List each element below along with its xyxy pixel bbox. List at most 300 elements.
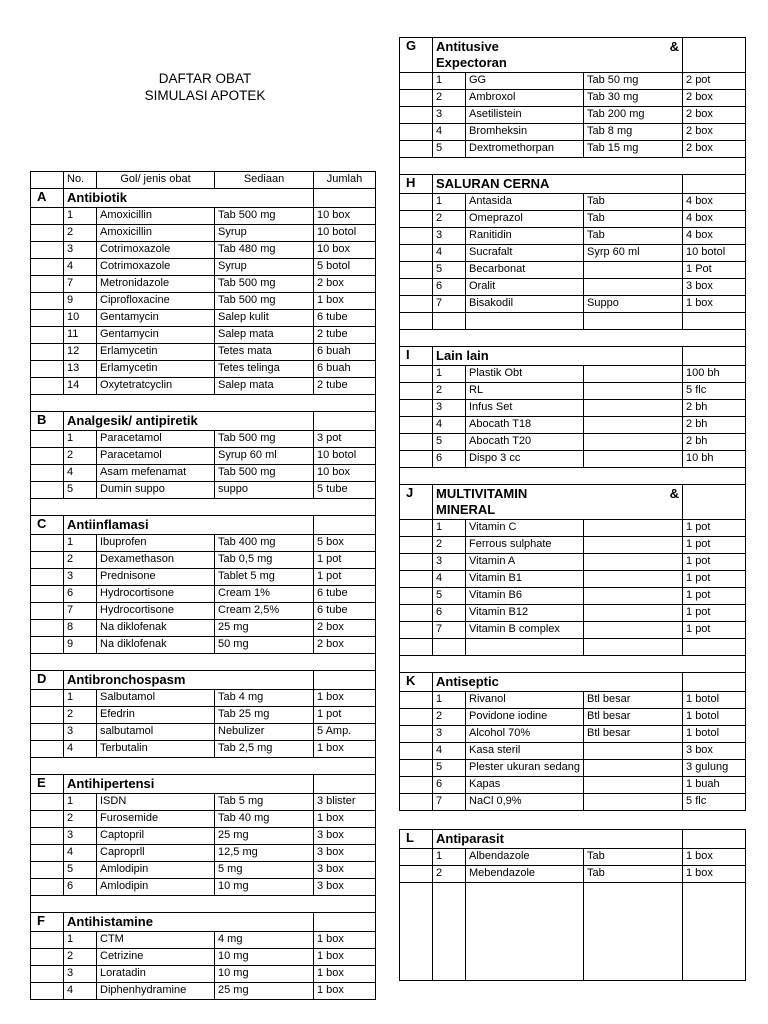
table-row (31, 879, 376, 896)
row-number: 9 (64, 293, 97, 310)
row-number: 2 (433, 383, 466, 400)
drug-name: Amoxicillin (97, 225, 215, 242)
drug-quantity: 10 botol (683, 245, 746, 262)
row-number: 5 (433, 588, 466, 605)
drug-name: Ibuprofen (97, 535, 215, 552)
drug-quantity: 2 bh (683, 400, 746, 417)
letter-column-cell (31, 690, 64, 707)
drug-quantity: 5 botol (314, 259, 376, 276)
letter-column-cell (31, 932, 64, 949)
spacer-cell (400, 656, 746, 673)
drug-quantity: 2 pot (683, 73, 746, 90)
row-number: 7 (433, 794, 466, 811)
table-row (400, 383, 746, 400)
table-row (400, 743, 746, 760)
category-header-row (31, 913, 376, 932)
table-row (400, 451, 746, 468)
drug-dosage-form (584, 588, 683, 605)
letter-column-cell (31, 276, 64, 293)
drug-dosage-form: Tab (584, 211, 683, 228)
row-number: 2 (433, 537, 466, 554)
empty-cell (314, 913, 376, 932)
drug-quantity: 1 box (314, 966, 376, 983)
category-header-row (400, 38, 746, 73)
letter-column-cell (400, 537, 433, 554)
category-header-row (31, 671, 376, 690)
drug-quantity: 6 tube (314, 310, 376, 327)
spacer-cell (31, 499, 376, 516)
drug-dosage-form: Tablet 5 mg (215, 569, 314, 586)
category-name: Antibronchospasm (64, 671, 314, 690)
drug-name: Vitamin B12 (466, 605, 584, 622)
drug-quantity: 10 box (314, 208, 376, 225)
drug-name: Infus Set (466, 400, 584, 417)
drug-name: Amoxicillin (97, 208, 215, 225)
drug-quantity: 100 bh (683, 366, 746, 383)
table-row (31, 724, 376, 741)
drug-quantity: 10 botol (314, 448, 376, 465)
letter-column-cell (400, 726, 433, 743)
row-number: 2 (433, 90, 466, 107)
row-number: 4 (64, 259, 97, 276)
category-name: SALURAN CERNA (433, 175, 683, 194)
row-number: 1 (64, 690, 97, 707)
drug-dosage-form: Tab 5 mg (215, 794, 314, 811)
drug-quantity: 3 box (314, 828, 376, 845)
drug-quantity: 1 botol (683, 726, 746, 743)
row-number: 2 (433, 866, 466, 883)
row-number: 4 (433, 245, 466, 262)
table-row (400, 366, 746, 383)
drug-name: Alcohol 70% (466, 726, 584, 743)
empty-cell (683, 485, 746, 520)
table-row (400, 245, 746, 262)
row-number: 1 (433, 849, 466, 866)
title-line-1: DAFTAR OBAT (158, 71, 252, 86)
drug-dosage-form: Suppo (584, 296, 683, 313)
table-row (400, 777, 746, 794)
drug-dosage-form: Nebulizer (215, 724, 314, 741)
table-row (400, 228, 746, 245)
spacer-cell (31, 654, 376, 671)
row-number: 4 (64, 983, 97, 1000)
drug-dosage-form: 25 mg (215, 828, 314, 845)
row-number: 3 (433, 107, 466, 124)
spacer-row (31, 654, 376, 671)
letter-column-cell (400, 245, 433, 262)
drug-dosage-form: 50 mg (215, 637, 314, 654)
row-number: 7 (64, 276, 97, 293)
letter-column-cell (400, 605, 433, 622)
drug-name: Oxytetratcyclin (97, 378, 215, 395)
drug-quantity: 1 box (314, 983, 376, 1000)
category-letter: A (31, 189, 64, 208)
drug-name: Omeprazol (466, 211, 584, 228)
row-number: 4 (433, 417, 466, 434)
spacer-row (31, 499, 376, 516)
drug-name: Dexamethason (97, 552, 215, 569)
drug-quantity: 10 box (314, 242, 376, 259)
drug-name (466, 639, 584, 656)
drug-name: Kapas (466, 777, 584, 794)
table-row (400, 726, 746, 743)
letter-column-cell (400, 520, 433, 537)
spacer-cell (400, 158, 746, 175)
letter-column-cell (31, 707, 64, 724)
drug-quantity: 1 box (683, 849, 746, 866)
drug-quantity: 3 box (314, 879, 376, 896)
drug-dosage-form (584, 760, 683, 777)
spacer-row (400, 468, 746, 485)
column-header-row (31, 172, 376, 189)
category-header-row (31, 775, 376, 794)
drug-dosage-form: Tab (584, 194, 683, 211)
table-row (31, 465, 376, 482)
row-number: 5 (433, 434, 466, 451)
table-row (400, 520, 746, 537)
letter-column-cell (31, 552, 64, 569)
table-row (31, 448, 376, 465)
table-row (400, 417, 746, 434)
drug-quantity: 2 box (683, 107, 746, 124)
letter-column-cell (31, 310, 64, 327)
drug-dosage-form: 4 mg (215, 932, 314, 949)
drug-dosage-form: Tab 500 mg (215, 208, 314, 225)
drug-quantity: 1 box (314, 932, 376, 949)
drug-name: NaCl 0,9% (466, 794, 584, 811)
letter-column-cell (400, 141, 433, 158)
table-row (31, 983, 376, 1000)
drug-dosage-form: Tab 8 mg (584, 124, 683, 141)
category-name: Antihistamine (64, 913, 314, 932)
drug-quantity: 2 bh (683, 434, 746, 451)
drug-quantity: 3 box (314, 862, 376, 879)
drug-dosage-form: Btl besar (584, 709, 683, 726)
drug-dosage-form (584, 279, 683, 296)
drug-dosage-form: Syrup (215, 259, 314, 276)
drug-quantity: 1 box (683, 866, 746, 883)
drug-quantity: 5 tube (314, 482, 376, 499)
letter-column-cell (31, 465, 64, 482)
letter-column-cell (400, 571, 433, 588)
drug-name: Diphenhydramine (97, 983, 215, 1000)
drug-dosage-form: Tab 400 mg (215, 535, 314, 552)
table-row (31, 741, 376, 758)
row-number: 1 (433, 366, 466, 383)
letter-column-cell (31, 724, 64, 741)
row-number: 6 (433, 777, 466, 794)
letter-column-cell (31, 344, 64, 361)
row-number: 4 (64, 465, 97, 482)
drug-name: Vitamin A (466, 554, 584, 571)
category-header-row (400, 673, 746, 692)
table-row (400, 262, 746, 279)
drug-quantity: 3 blister (314, 794, 376, 811)
drug-dosage-form: 5 mg (215, 862, 314, 879)
table-row (400, 537, 746, 554)
drug-dosage-form (584, 366, 683, 383)
row-number: 13 (64, 361, 97, 378)
drug-dosage-form (584, 520, 683, 537)
drug-quantity: 1 pot (683, 520, 746, 537)
table-row (31, 620, 376, 637)
letter-column-cell (400, 743, 433, 760)
letter-column-cell (400, 434, 433, 451)
drug-dosage-form: suppo (215, 482, 314, 499)
letter-column-cell (31, 327, 64, 344)
row-number: 1 (433, 520, 466, 537)
letter-column-cell (31, 966, 64, 983)
category-name-part: Expectoran (436, 55, 507, 70)
empty-cell (314, 516, 376, 535)
spacer-row (400, 330, 746, 347)
drug-quantity: 1 box (314, 811, 376, 828)
drug-quantity: 2 tube (314, 327, 376, 344)
drug-dosage-form: 25 mg (215, 983, 314, 1000)
category-name-part: MULTIVITAMIN (436, 486, 528, 501)
drug-name: Kasa steril (466, 743, 584, 760)
row-number: 3 (64, 828, 97, 845)
table-row (400, 194, 746, 211)
row-number: 3 (64, 724, 97, 741)
drug-name: Na diklofenak (97, 637, 215, 654)
drug-name: Metronidazole (97, 276, 215, 293)
table-row (400, 760, 746, 777)
letter-column-cell (31, 482, 64, 499)
category-header-row (31, 189, 376, 208)
letter-column-cell (31, 361, 64, 378)
table-row (400, 313, 746, 330)
drug-name: Becarbonat (466, 262, 584, 279)
table-row (31, 293, 376, 310)
row-number: 4 (64, 741, 97, 758)
drug-quantity: 5 flc (683, 794, 746, 811)
drug-quantity: 1 buah (683, 777, 746, 794)
drug-dosage-form (584, 605, 683, 622)
drug-name: Antasida (466, 194, 584, 211)
drug-name: Ambroxol (466, 90, 584, 107)
drug-name: Na diklofenak (97, 620, 215, 637)
table-row (31, 690, 376, 707)
drug-name: Ferrous sulphate (466, 537, 584, 554)
drug-dosage-form: Tab 2,5 mg (215, 741, 314, 758)
category-letter: D (31, 671, 64, 690)
drug-quantity: 1 pot (683, 554, 746, 571)
empty-cell (314, 189, 376, 208)
row-number: 5 (64, 482, 97, 499)
letter-column-cell (400, 639, 433, 656)
category-letter: J (400, 485, 433, 520)
drug-quantity: 3 gulung (683, 760, 746, 777)
drug-name: Amlodipin (97, 862, 215, 879)
blank-cell (433, 883, 466, 981)
table-row (31, 242, 376, 259)
row-number: 5 (433, 141, 466, 158)
drug-name: Sucrafalt (466, 245, 584, 262)
table-row (400, 571, 746, 588)
drug-dosage-form (584, 639, 683, 656)
spacer-row (400, 656, 746, 673)
table-row (31, 862, 376, 879)
category-letter: I (400, 347, 433, 366)
drug-dosage-form: Tab 500 mg (215, 465, 314, 482)
drug-name: Rivanol (466, 692, 584, 709)
letter-column-cell (400, 794, 433, 811)
table-row (31, 344, 376, 361)
drug-quantity: 1 Pot (683, 262, 746, 279)
drug-quantity: 1 pot (683, 571, 746, 588)
drug-dosage-form: Tab 480 mg (215, 242, 314, 259)
drug-quantity: 1 pot (683, 605, 746, 622)
row-number: 9 (64, 637, 97, 654)
drug-name: Dumin suppo (97, 482, 215, 499)
drug-name: Dextromethorpan (466, 141, 584, 158)
row-number: 6 (433, 279, 466, 296)
table-row (31, 259, 376, 276)
drug-quantity: 10 box (314, 465, 376, 482)
drug-name: Asam mefenamat (97, 465, 215, 482)
document-title (100, 70, 310, 104)
letter-column-cell (400, 90, 433, 107)
category-name: Antibiotik (64, 189, 314, 208)
row-number: 1 (433, 692, 466, 709)
drug-name: Erlamycetin (97, 344, 215, 361)
drug-table-left (30, 171, 376, 1000)
drug-quantity: 6 tube (314, 586, 376, 603)
letter-column-cell (31, 293, 64, 310)
row-number: 1 (64, 535, 97, 552)
table-row (31, 828, 376, 845)
category-letter: E (31, 775, 64, 794)
category-name (433, 38, 683, 73)
row-number: 5 (433, 760, 466, 777)
letter-column-cell (31, 569, 64, 586)
header-jumlah: Jumlah (314, 172, 376, 189)
letter-column-cell (31, 879, 64, 896)
drug-quantity: 1 pot (314, 707, 376, 724)
drug-dosage-form: Tab 40 mg (215, 811, 314, 828)
drug-dosage-form: Tetes mata (215, 344, 314, 361)
letter-column-cell (31, 242, 64, 259)
table-row (31, 586, 376, 603)
drug-quantity: 10 botol (314, 225, 376, 242)
letter-column-cell (31, 259, 64, 276)
drug-dosage-form: Salep mata (215, 378, 314, 395)
spacer-cell (31, 395, 376, 412)
letter-column-cell (31, 845, 64, 862)
drug-quantity: 1 box (683, 296, 746, 313)
table-row (31, 276, 376, 293)
drug-dosage-form (584, 743, 683, 760)
letter-column-cell (400, 709, 433, 726)
letter-column-cell (31, 862, 64, 879)
row-number: 3 (433, 726, 466, 743)
drug-name: Paracetamol (97, 431, 215, 448)
category-header-row (31, 412, 376, 431)
title-line-2: SIMULASI APOTEK (144, 88, 266, 103)
row-number: 1 (64, 794, 97, 811)
row-number: 2 (433, 709, 466, 726)
drug-name: Cetrizine (97, 949, 215, 966)
empty-cell (314, 412, 376, 431)
letter-column-cell (31, 431, 64, 448)
drug-quantity: 2 box (683, 141, 746, 158)
letter-column-cell (31, 208, 64, 225)
row-number: 6 (433, 451, 466, 468)
drug-name: Mebendazole (466, 866, 584, 883)
drug-quantity: 6 buah (314, 361, 376, 378)
drug-quantity: 1 pot (314, 552, 376, 569)
letter-column-cell (31, 448, 64, 465)
drug-dosage-form: 12,5 mg (215, 845, 314, 862)
drug-quantity: 1 box (314, 690, 376, 707)
drug-name: Gentamycin (97, 327, 215, 344)
row-number: 5 (433, 262, 466, 279)
row-number: 5 (64, 862, 97, 879)
category-header-row (400, 175, 746, 194)
row-number: 3 (64, 569, 97, 586)
table-row (400, 279, 746, 296)
letter-column-cell (400, 366, 433, 383)
row-number: 1 (64, 932, 97, 949)
letter-column-cell (31, 811, 64, 828)
letter-column-cell (400, 866, 433, 883)
table-row (31, 225, 376, 242)
drug-name: Ciprofloxacine (97, 293, 215, 310)
drug-name: Bromheksin (466, 124, 584, 141)
table-row (31, 932, 376, 949)
drug-name: Salbutamol (97, 690, 215, 707)
row-number: 4 (64, 845, 97, 862)
drug-name: Hydrocortisone (97, 603, 215, 620)
category-name: Antiinflamasi (64, 516, 314, 535)
drug-dosage-form: Cream 1% (215, 586, 314, 603)
letter-column-cell (400, 692, 433, 709)
header-no: No. (64, 172, 97, 189)
letter-column-cell (400, 228, 433, 245)
table-row (31, 966, 376, 983)
table-row (400, 639, 746, 656)
category-name (433, 485, 683, 520)
empty-cell (683, 673, 746, 692)
drug-quantity: 6 tube (314, 603, 376, 620)
drug-quantity: 3 pot (314, 431, 376, 448)
table-row (31, 707, 376, 724)
drug-name: Amlodipin (97, 879, 215, 896)
table-row (31, 482, 376, 499)
table-row (31, 603, 376, 620)
drug-dosage-form (584, 571, 683, 588)
row-number: 2 (64, 448, 97, 465)
drug-quantity: 10 bh (683, 451, 746, 468)
category-name: Analgesik/ antipiretik (64, 412, 314, 431)
drug-quantity: 2 bh (683, 417, 746, 434)
drug-dosage-form: 25 mg (215, 620, 314, 637)
empty-cell (683, 38, 746, 73)
drug-table-antiparasit (399, 829, 746, 981)
letter-column-cell (31, 378, 64, 395)
empty-cell (314, 671, 376, 690)
drug-quantity (683, 313, 746, 330)
drug-dosage-form: Tetes telinga (215, 361, 314, 378)
drug-dosage-form: Tab 0,5 mg (215, 552, 314, 569)
spacer-row (31, 758, 376, 775)
drug-quantity: 2 box (314, 276, 376, 293)
table-row (400, 605, 746, 622)
table-row (400, 211, 746, 228)
letter-column-cell (400, 554, 433, 571)
drug-dosage-form: Syrup (215, 225, 314, 242)
